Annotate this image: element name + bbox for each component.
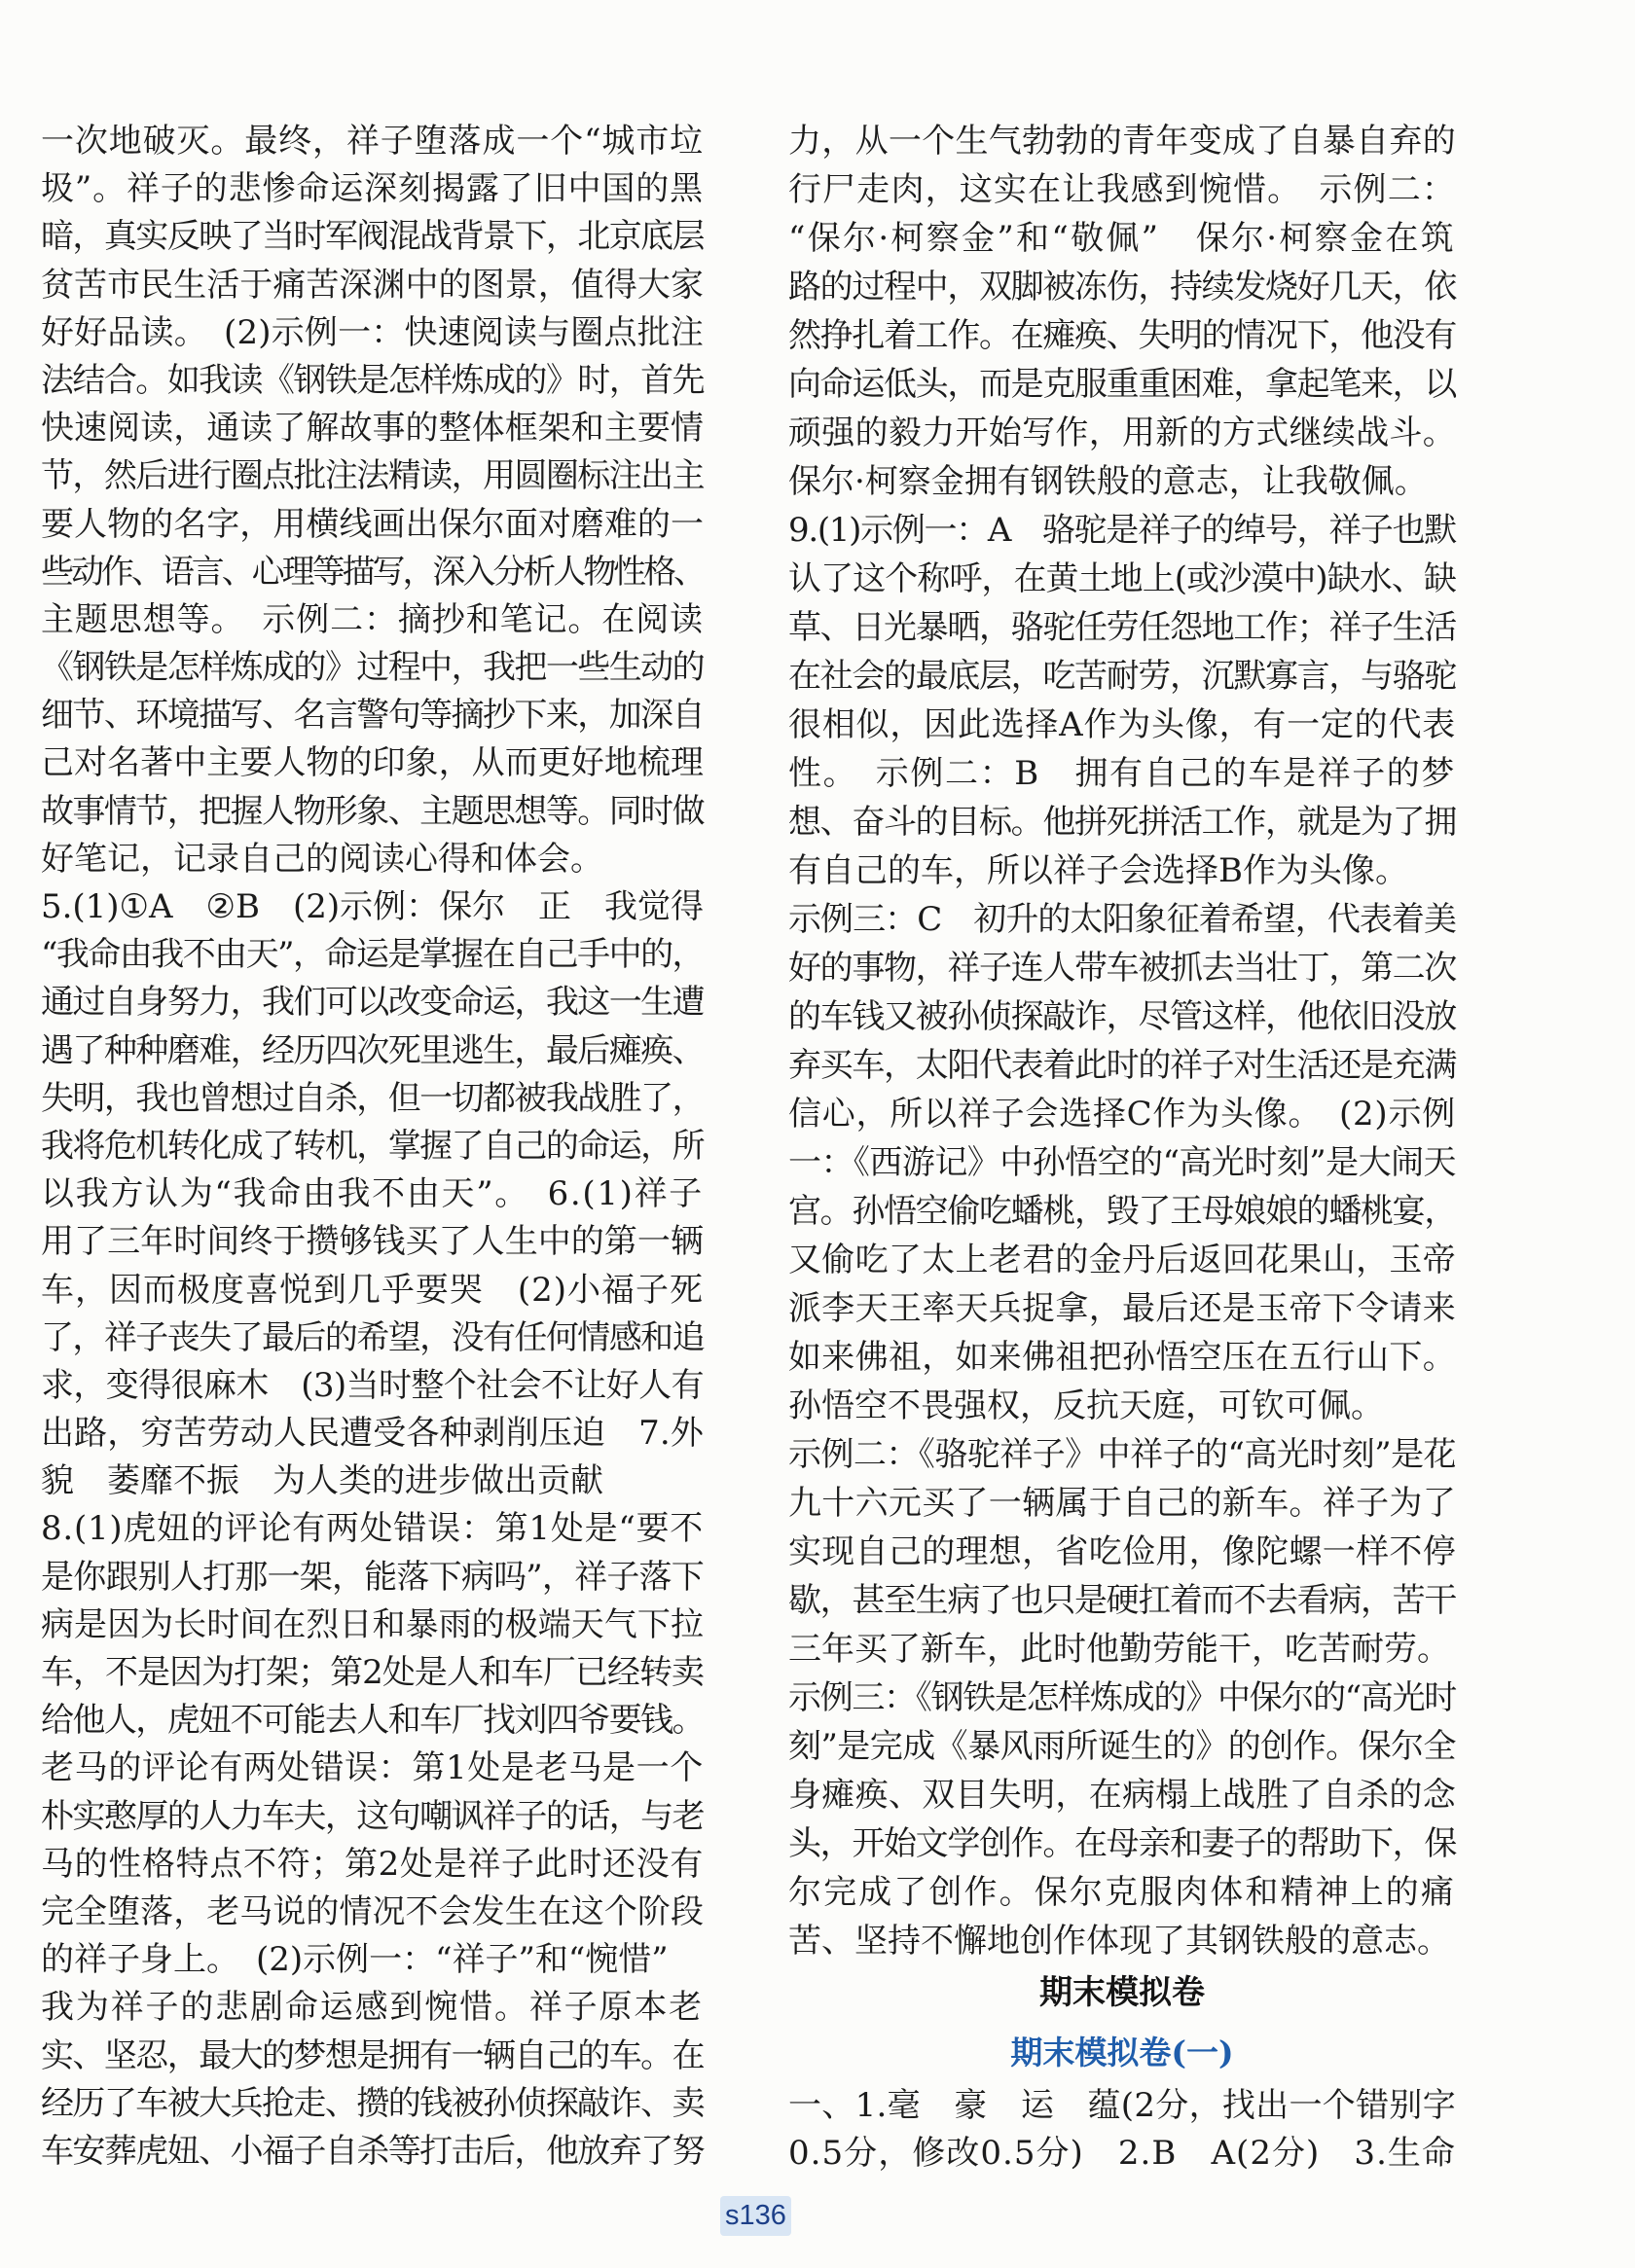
text-line: 身瘫痪、双目失明，在病榻上战胜了自杀的念 [788,1776,1456,1815]
text-line: 苦、坚持不懈地创作体现了其钢铁般的意志。 [788,1922,1450,1961]
text-line: 草、日光暴晒，骆驼任劳任怨地工作；祥子生活 [788,608,1457,647]
text-line: 的祥子身上。 (2)示例一：“祥子”和“惋惜” [41,1940,669,1980]
text-line: 节，然后进行圈点批注法精读，用圆圈标注出主 [41,456,705,496]
text-line: 九十六元买了一辆属于自己的新车。祥子为了 [788,1484,1456,1523]
text-line: 遇了种种磨难，经历四次死里逃生，最后瘫痪、 [41,1030,705,1070]
text-line: 好的事物，祥子连人带车被抓去当壮丁，第二次 [788,949,1457,988]
text-line: 0.5分，修改0.5分) 2.B A(2分) 3.生命 [788,2134,1456,2173]
text-line: 实现自己的理想，省吃俭用，像陀螺一样不停 [788,1532,1456,1571]
text-line: 力，从一个生气勃勃的青年变成了自暴自弃的 [788,122,1456,161]
text-line: 通过自身努力，我们可以改变命运，我这一生遭 [41,983,705,1023]
text-line: 病是因为长时间在烈日和暴雨的极端天气下拉 [41,1604,704,1644]
text-line: 老马的评论有两处错误：第1处是老马是一个 [41,1748,704,1788]
text-line: 以我方认为“我命由我不由天”。 6.(1)祥子 [41,1174,704,1214]
text-line: 暗，真实反映了当时军阀混战背景下，北京底层 [41,217,705,257]
text-line: 车，因而极度喜悦到几乎要哭 (2)小福子死 [41,1270,704,1310]
text-line: 信心，所以祥子会选择C作为头像。 (2)示例 [788,1095,1456,1134]
text-line: 8.(1)虎妞的评论有两处错误：第1处是“要不 [41,1509,704,1549]
text-line: 示例三：C 初升的太阳象征着希望，代表着美 [788,900,1457,939]
text-line: 主题思想等。 示例二：摘抄和笔记。在阅读 [41,599,704,639]
section-heading: 期末模拟卷 [1039,1973,1205,2012]
text-line: 给他人，虎妞不可能去人和车厂找刘四爷要钱。 [41,1701,705,1741]
text-line: “我命由我不由天”，命运是掌握在自己手中的， [41,935,704,975]
text-line: 是你跟别人打那一架，能落下病吗”，祥子落下 [41,1557,704,1597]
text-line: 三年买了新车，此时他勤劳能干，吃苦耐劳。 [788,1630,1450,1669]
text-line: 宫。孙悟空偷吃蟠桃，毁了王母娘娘的蟠桃宴， [788,1192,1457,1231]
text-line: 貌 萎靡不振 为人类的进步做出贡献 [41,1461,603,1501]
text-line: 了，祥子丧失了最后的希望，没有任何情感和追 [41,1317,705,1357]
text-line: 我将危机转化成了转机，掌握了自己的命运，所 [41,1126,705,1166]
text-line: 一次地破灭。最终，祥子堕落成一个“城市垃 [41,122,704,161]
text-line: 己对名著中主要人物的印象，从而更好地梳理 [41,743,704,783]
text-line: 圾”。祥子的悲惨命运深刻揭露了旧中国的黑 [41,169,704,209]
text-line: 求，变得很麻木 (3)当时整个社会不让好人有 [41,1365,704,1405]
text-line: 经历了车被大兵抢走、攒的钱被孙侦探敲诈、卖 [41,2083,705,2123]
text-line: 5.(1)①A ②B (2)示例：保尔 正 我觉得 [41,887,704,926]
left-text-column [41,118,704,2176]
text-line: 我为祥子的悲剧命运感到惋惜。祥子原本老 [41,1988,704,2028]
text-line: 《钢铁是怎样炼成的》过程中，我把一些生动的 [41,648,705,688]
page-number: s136 [720,2196,791,2236]
text-line: 好好品读。 (2)示例一：快速阅读与圈点批注 [41,312,704,352]
text-line: 朴实憨厚的人力车夫，这句嘲讽祥子的话，与老 [41,1796,705,1836]
text-line: 弃买车，太阳代表着此时的祥子对生活还是充满 [788,1046,1457,1085]
text-line: 9.(1)示例一：A 骆驼是祥子的绰号，祥子也默 [788,511,1457,550]
text-line: 法结合。如我读《钢铁是怎样炼成的》时，首先 [41,360,705,400]
text-line: 保尔·柯察金拥有钢铁般的意志，让我敬佩。 [788,462,1428,501]
text-line: 用了三年时间终于攒够钱买了人生中的第一辆 [41,1222,704,1262]
text-line: 头，开始文学创作。在母亲和妻子的帮助下，保 [788,1824,1457,1863]
exam-answer-lines [788,2082,1456,2178]
text-line: 路的过程中，双脚被冻伤，持续发烧好几天，依 [788,268,1457,306]
text-line: 实、坚忍，最大的梦想是拥有一辆自己的车。在 [41,2035,705,2075]
text-line: 一：《西游记》中孙悟空的“高光时刻”是大闹天 [788,1143,1456,1182]
subsection-heading: 期末模拟卷(一) [1010,2034,1234,2071]
text-line: 向命运低头，而是克服重重困难，拿起笔来，以 [788,365,1457,404]
text-line: 在社会的最底层，吃苦耐劳，沉默寡言，与骆驼 [788,657,1457,696]
text-line: “保尔·柯察金”和“敬佩” 保尔·柯察金在筑 [788,219,1456,258]
right-text-column [788,117,1456,1965]
text-line: 歇，甚至生病了也只是硬扛着而不去看病，苦干 [788,1581,1457,1620]
text-line: 刻”是完成《暴风雨所诞生的》的创作。保尔全 [788,1727,1456,1766]
text-line: 好笔记，记录自己的阅读心得和体会。 [41,839,603,879]
text-line: 孙悟空不畏强权，反抗天庭，可钦可佩。 [788,1386,1384,1425]
text-line: 如来佛祖，如来佛祖把孙悟空压在五行山下。 [788,1338,1456,1377]
text-line: 车安葬虎妞、小福子自杀等打击后，他放弃了努 [41,2131,705,2171]
text-line: 行尸走肉，这实在让我感到惋惜。 示例二： [788,170,1456,209]
text-line: 失明，我也曾想过自杀，但一切都被我战胜了， [41,1078,705,1118]
text-line: 出路，穷苦劳动人民遭受各种剥削压迫 7.外 [41,1414,704,1454]
text-line: 很相似，因此选择A作为头像，有一定的代表 [788,705,1456,744]
text-line: 马的性格特点不符；第2处是祥子此时还没有 [41,1844,704,1884]
text-line: 的车钱又被孙侦探敲诈，尽管这样，他依旧没放 [788,997,1457,1036]
text-line: 然挣扎着工作。在瘫痪、失明的情况下，他没有 [788,316,1457,355]
text-line: 贫苦市民生活于痛苦深渊中的图景，值得大家 [41,265,704,305]
text-line: 要人物的名字，用横线画出保尔面对磨难的一 [41,504,704,544]
text-line: 性。 示例二：B 拥有自己的车是祥子的梦 [788,754,1457,793]
text-line: 认了这个称呼，在黄土地上(或沙漠中)缺水、缺 [788,559,1457,598]
text-line: 示例三：《钢铁是怎样炼成的》中保尔的“高光时 [788,1678,1457,1717]
text-line: 车，不是因为打架；第2处是人和车厂已经转卖 [41,1653,704,1692]
text-line: 有自己的车，所以祥子会选择B作为头像。 [788,851,1408,890]
text-line: 派李天王率天兵捉拿，最后还是玉帝下令请来 [788,1289,1456,1328]
text-line: 完全堕落，老马说的情况不会发生在这个阶段 [41,1891,704,1931]
text-line: 一、1.毫 豪 运 蕴(2分，找出一个错别字 [788,2086,1457,2125]
text-line: 故事情节，把握人物形象、主题思想等。同时做 [41,791,705,831]
text-line: 顽强的毅力开始写作，用新的方式继续战斗。 [788,414,1456,452]
text-line: 又偷吃了太上老君的金丹后返回花果山，玉帝 [788,1241,1456,1279]
text-line: 快速阅读，通读了解故事的整体框架和主要情 [41,409,704,449]
text-line: 想、奋斗的目标。他拼死拼活工作，就是为了拥 [788,803,1457,842]
text-line: 些动作、语言、心理等描写，深入分析人物性格、 [41,552,705,592]
text-line: 示例二：《骆驼祥子》中祥子的“高光时刻”是花 [788,1435,1456,1474]
text-line: 尔完成了创作。保尔克服肉体和精神上的痛 [788,1873,1456,1912]
text-line: 细节、环境描写、名言警句等摘抄下来，加深自 [41,696,705,736]
